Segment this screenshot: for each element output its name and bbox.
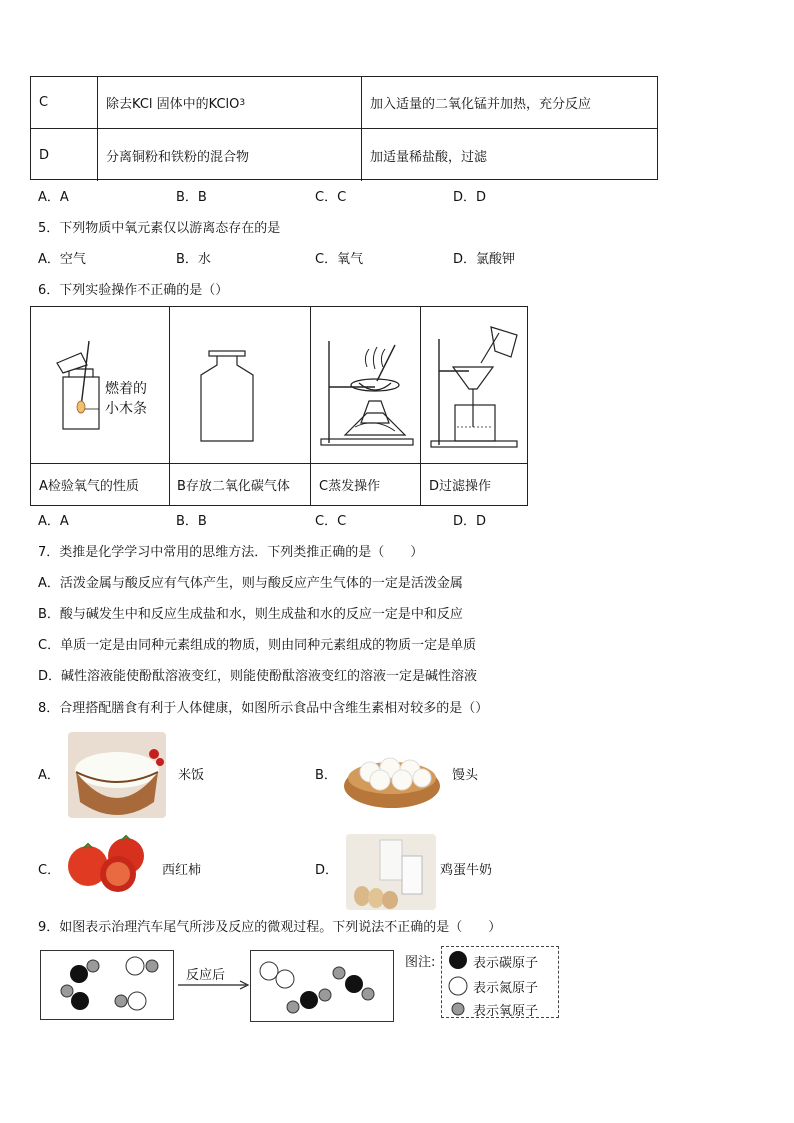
q8-option-c-letter: C． — [38, 863, 61, 878]
q8-option-d-name: 鸡蛋牛奶 — [440, 863, 493, 878]
legend-oxygen: 表示氧原子 — [473, 1004, 539, 1019]
steamed-bun-image — [342, 740, 442, 814]
q5-option-a: A．空气 — [38, 252, 86, 267]
q7-option-b: B．酸与碱发生中和反应生成盐和水，则生成盐和水的反应一定是中和反应 — [38, 607, 463, 622]
evaporation-illustration — [315, 327, 419, 457]
q4-option-b: B．B — [176, 190, 207, 205]
table-row — [31, 129, 657, 181]
products-box — [250, 950, 394, 1022]
row-method: 加适量稀盐酸，过滤 — [370, 149, 488, 165]
reactant-molecules — [41, 951, 173, 1019]
q5-option-d: D．氯酸钾 — [453, 252, 516, 267]
legend-atom-icons — [446, 950, 470, 1016]
q7-stem: 7．类推是化学学习中常用的思维方法．下列类推正确的是（ ） — [38, 545, 424, 560]
q6-caption-b: B存放二氧化碳气体 — [177, 479, 290, 494]
q5-stem: 5．下列物质中氧元素仅以游离态存在的是 — [38, 221, 281, 236]
q6-caption-a: A检验氧气的性质 — [39, 479, 139, 494]
row-task: 分离铜粉和铁粉的混合物 — [98, 129, 362, 181]
q5-option-b: B．水 — [176, 252, 211, 267]
q6-figure-table — [30, 306, 528, 506]
q7-option-c: C．单质一定是由同种元素组成的物质，则由同种元素组成的物质一定是单质 — [38, 638, 477, 653]
q8-stem: 8．合理搭配膳食有利于人体健康，如图所示食品中含维生素相对较多的是（） — [38, 701, 489, 716]
q4-option-a: A．A — [38, 190, 69, 205]
q6-option-a: A．A — [38, 514, 69, 529]
q4-option-c: C．C — [315, 190, 347, 205]
q8-option-a-letter: A． — [38, 768, 60, 783]
oxygen-test-illustration — [41, 337, 166, 457]
reactants-box — [40, 950, 174, 1020]
arrow-label: 反应后 — [186, 968, 226, 983]
q8-option-d-letter: D． — [315, 863, 339, 878]
q5-option-c: C．氧气 — [315, 252, 364, 267]
legend-carbon: 表示碳原子 — [473, 956, 539, 971]
row-task: 除去KCl 固体中的KClO 3 — [98, 77, 362, 128]
tomato-image — [64, 834, 150, 894]
row-method: 加入适量的二氧化锰并加热，充分反应 — [370, 97, 592, 112]
q8-option-b-name: 馒头 — [452, 768, 479, 783]
gas-bottle-illustration — [181, 347, 301, 457]
legend-nitrogen: 表示氮原子 — [473, 981, 539, 996]
egg-milk-image — [346, 834, 436, 910]
table-row — [31, 77, 657, 129]
q8-option-c-name: 西红柿 — [162, 863, 202, 878]
q4-option-d: D．D — [453, 190, 487, 205]
q6-caption-d: D过滤操作 — [429, 479, 492, 494]
product-molecules — [251, 951, 393, 1021]
q8-option-a-name: 米饭 — [178, 768, 205, 783]
legend-title: 图注: — [405, 955, 436, 970]
q7-option-d: D．碱性溶液能使酚酞溶液变红，则能使酚酞溶液变红的溶液一定是碱性溶液 — [38, 669, 478, 684]
reaction-arrow — [176, 978, 252, 992]
q7-option-a: A．活泼金属与酸反应有气体产生，则与酸反应产生气体的一定是活泼金属 — [38, 576, 463, 591]
rice-image — [68, 732, 166, 818]
row-label: D — [31, 129, 98, 181]
q6-caption-c: C蒸发操作 — [319, 479, 381, 494]
q6-option-c: C．C — [315, 514, 347, 529]
answer-table — [30, 76, 658, 180]
q6-option-b: B．B — [176, 514, 207, 529]
q6-option-d: D．D — [453, 514, 487, 529]
q6-stem: 6．下列实验操作不正确的是（） — [38, 283, 229, 298]
legend-box — [441, 946, 559, 1018]
burning-stick-label: 燃着的 小木条 — [105, 381, 147, 417]
q8-option-b-letter: B． — [315, 768, 337, 783]
q9-stem: 9．如图表示治理汽车尾气所涉及反应的微观过程。下列说法不正确的是（ ） — [38, 920, 502, 935]
row-label: C — [31, 77, 98, 128]
filtration-illustration — [425, 323, 525, 457]
